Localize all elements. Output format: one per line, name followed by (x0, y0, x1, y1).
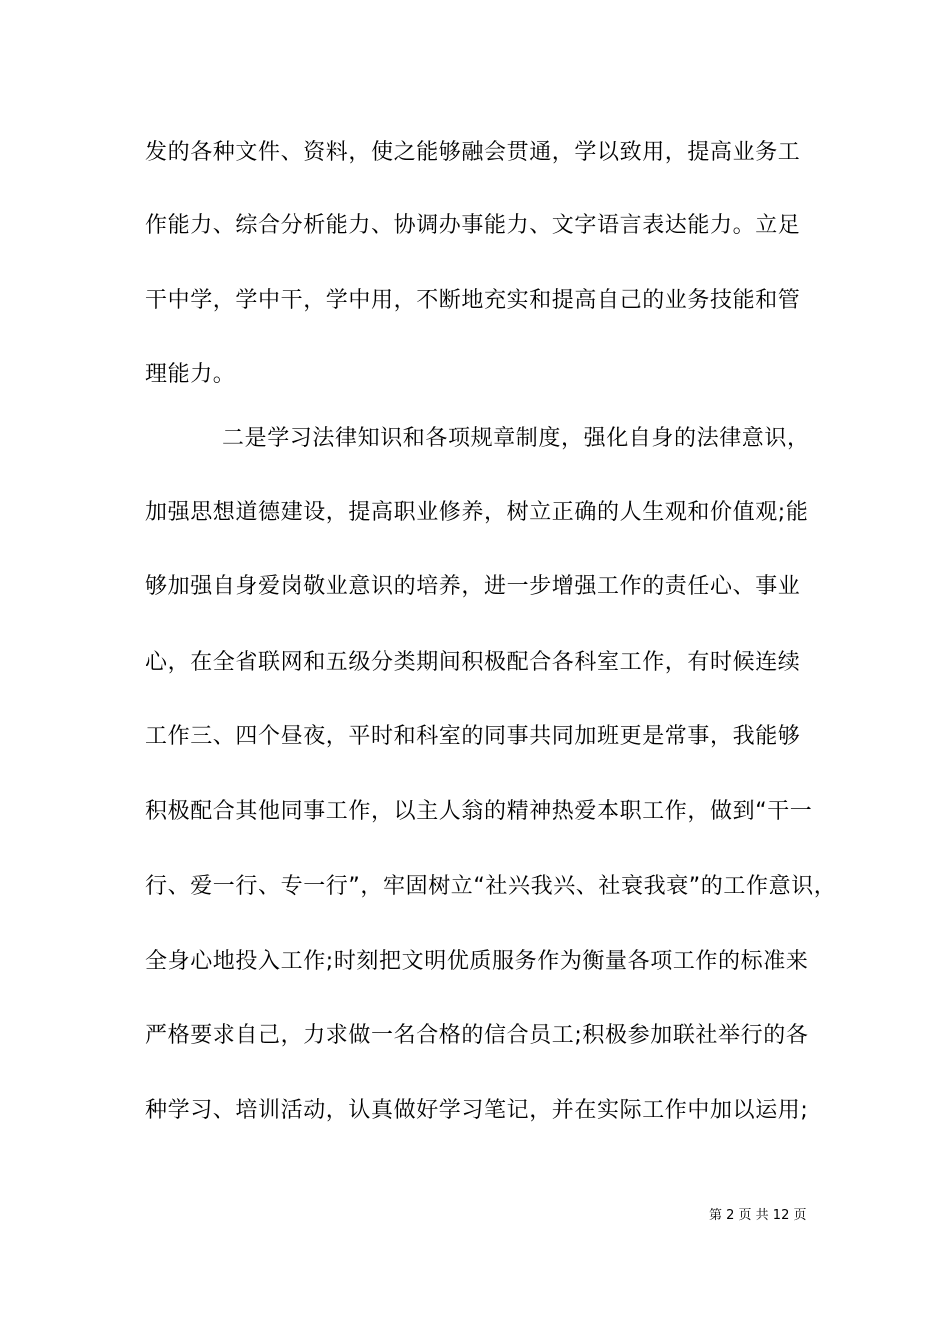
page-number-footer: 第 2 页 共 12 页 (709, 1208, 807, 1223)
body-text-line: 积极配合其他同事工作，以主人翁的精神热爱本职工作，做到“干一 (145, 799, 813, 824)
body-text-line: 严格要求自己，力求做一名合格的信合员工;积极参加联社举行的各 (145, 1023, 809, 1048)
body-text-line: 作能力、综合分析能力、协调办事能力、文字语言表达能力。立足 (145, 213, 801, 238)
paragraph-first-line: 二是学习法律知识和各项规章制度，强化自身的法律意识， (222, 426, 810, 451)
body-text-line: 加强思想道德建设，提高职业修养，树立正确的人生观和价值观;能 (145, 500, 809, 525)
body-text-line: 够加强自身爱岗敬业意识的培养，进一步增强工作的责任心、事业 (145, 574, 801, 599)
body-text-line: 心，在全省联网和五级分类期间积极配合各科室工作，有时候连续 (145, 650, 801, 675)
body-text-line: 发的各种文件、资料，使之能够融会贯通，学以致用，提高业务工 (145, 140, 801, 165)
body-text-line: 全身心地投入工作;时刻把文明优质服务作为衡量各项工作的标准来 (145, 949, 809, 974)
body-text-line: 工作三、四个昼夜，平时和科室的同事共同加班更是常事，我能够 (145, 724, 801, 749)
body-text-line: 种学习、培训活动，认真做好学习笔记，并在实际工作中加以运用; (145, 1098, 809, 1123)
body-text-line: 干中学，学中干，学中用，不断地充实和提高自己的业务技能和管 (145, 288, 801, 313)
body-text-line: 行、爱一行、专一行”，牢固树立“社兴我兴、社衰我衰”的工作意识， (145, 874, 837, 899)
body-text-line: 理能力。 (145, 362, 236, 387)
